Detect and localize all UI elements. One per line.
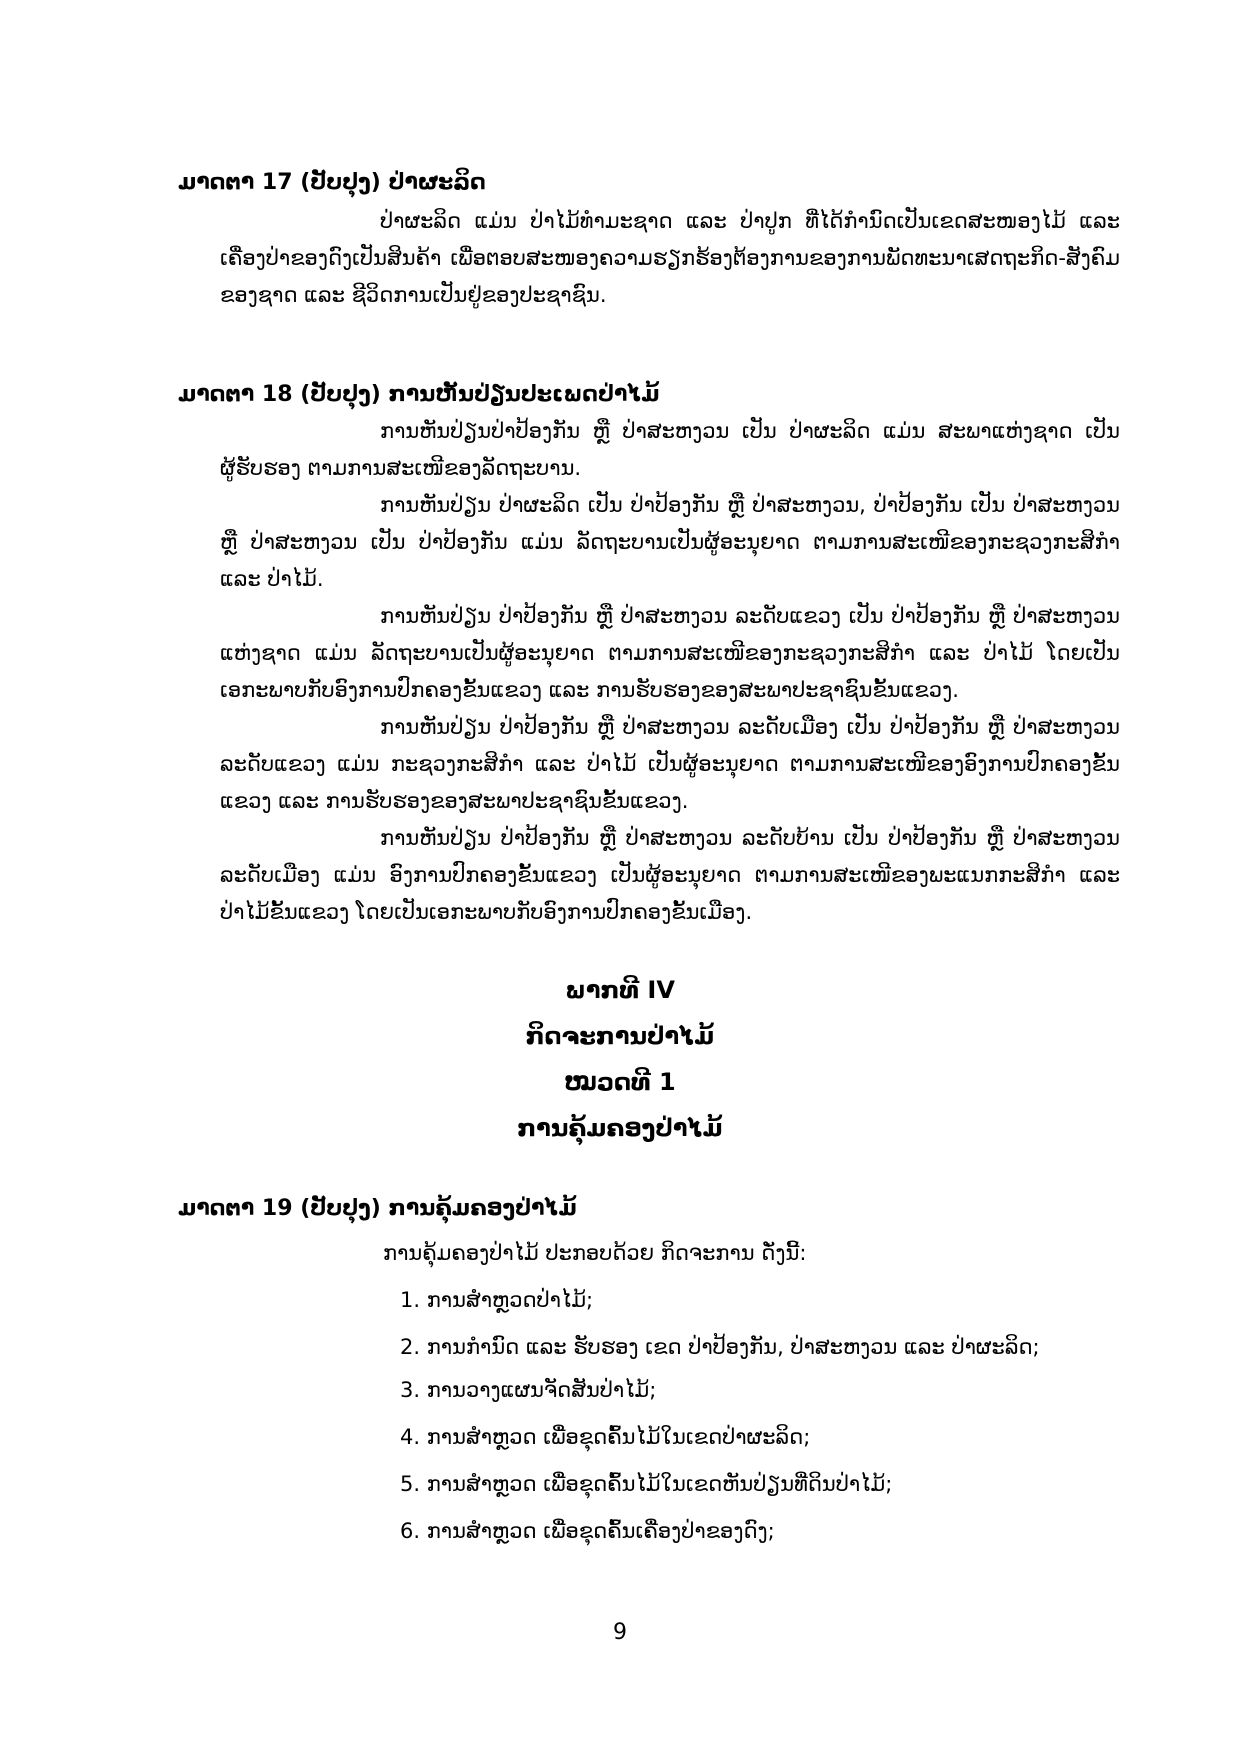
part-subtitle: ກິດຈະການປ່າໄມ້ bbox=[525, 1022, 715, 1050]
list-item: 6. ການສຳຫຼວດ ເພື່ອຂຸດຄົ້ນເຄື່ອງປ່າຂອງດົງ; bbox=[400, 1519, 775, 1543]
article-17-heading: ມາດຕາ 17 (ປັບປຸງ) ປ່າຜະລິດ bbox=[178, 170, 486, 195]
list-item: 3. ການວາງແຜນຈັດສັນປ່າໄມ້; bbox=[400, 1378, 657, 1402]
list-item: 5. ການສຳຫຼວດ ເພື່ອຂຸດຄົ້ນໄມ້ໃນເຂດຫັນປ່ຽນທີ່ດິນປ່າໄມ້; bbox=[400, 1472, 893, 1496]
list-item: 4. ການສຳຫຼວດ ເພື່ອຂຸດຄົ້ນໄມ້ໃນເຂດປ່າຜະລິດ; bbox=[400, 1425, 811, 1449]
chapter-number: ໝວດທີ 1 bbox=[564, 1068, 676, 1096]
article-18-paragraph-3: ການຫັນປ່ຽນ ປ່າປ້ອງກັນ ຫຼື ປ່າສະຫງວນ ລະດັບແຂວງ ເປັນ ປ່າປ້ອງກັນ ຫຼື ປ່າສະຫງວນແຫ່ງຊາດ ແມ່ນ ລັດຖະບານເປັນຜູ້ອະນຸຍາດ ຕາມການສະເໜີຂອງກະຊວງກະສິກຳ ແລະ ປ່າໄມ້ ໂດຍເປັນເອກະພາບກັບອົງການປົກຄອງຂັ້ນແຂວງ ແລະ ການຮັບຮອງຂອງສະພາປະຊາຊົນຂັ້ນແຂວງ. bbox=[220, 604, 1120, 702]
article-17-paragraph-1: ປ່າຜະລິດ ແມ່ນ ປ່າໄມ້ທຳມະຊາດ ແລະ ປ່າປູກ ທີ່ໄດ້ກຳນົດເປັນເຂດສະໜອງໄມ້ ແລະ ເຄື່ອງປ່າຂອງດົງເປັນສິນຄ້າ ເພື່ອຕອບສະໜອງຄວາມຮຽກຮ້ອງຕ້ອງການຂອງການພັດທະນາເສດຖະກິດ-ສັງຄົມຂອງຊາດ ແລະ ຊີວິດການເປັນຢູ່ຂອງປະຊາຊົນ. bbox=[220, 209, 1120, 307]
article-19-heading: ມາດຕາ 19 (ປັບປຸງ) ການຄຸ້ມຄອງປ່າໄມ້ bbox=[178, 1196, 577, 1221]
article-18-heading: ມາດຕາ 18 (ປັບປຸງ) ການຫັນປ່ຽນປະເພດປ່າໄມ້ bbox=[178, 382, 660, 407]
article-18-paragraph-5: ການຫັນປ່ຽນ ປ່າປ້ອງກັນ ຫຼື ປ່າສະຫງວນ ລະດັບບ້ານ ເປັນ ປ່າປ້ອງກັນ ຫຼື ປ່າສະຫງວນລະດັບເມືອງ ແມ່ນ ອົງການປົກຄອງຂັ້ນແຂວງ ເປັນຜູ້ອະນຸຍາດ ຕາມການສະເໜີຂອງພະແນກກະສິກຳ ແລະ ປ່າໄມ້ຂັ້ນແຂວງ ໂດຍເປັນເອກະພາບກັບອົງການປົກຄອງຂັ້ນເມືອງ. bbox=[220, 826, 1120, 924]
chapter-title: ການຄຸ້ມຄອງປ່າໄມ້ bbox=[517, 1114, 723, 1142]
article-19-intro: ການຄຸ້ມຄອງປ່າໄມ້ ປະກອບດ້ວຍ ກິດຈະການ ດັ່ງນີ້: bbox=[383, 1241, 807, 1265]
article-18-paragraph-4: ການຫັນປ່ຽນ ປ່າປ້ອງກັນ ຫຼື ປ່າສະຫງວນ ລະດັບເມືອງ ເປັນ ປ່າປ້ອງກັນ ຫຼື ປ່າສະຫງວນລະດັບແຂວງ ແມ່ນ ກະຊວງກະສິກຳ ແລະ ປ່າໄມ້ ເປັນຜູ້ອະນຸຍາດ ຕາມການສະເໜີຂອງອົງການປົກຄອງຂັ້ນແຂວງ ແລະ ການຮັບຮອງຂອງສະພາປະຊາຊົນຂັ້ນແຂວງ. bbox=[220, 715, 1120, 813]
page-number: 9 bbox=[613, 1620, 627, 1645]
article-18-paragraph-2: ການຫັນປ່ຽນ ປ່າຜະລິດ ເປັນ ປ່າປ້ອງກັນ ຫຼື ປ່າສະຫງວນ, ປ່າປ້ອງກັນ ເປັນ ປ່າສະຫງວນ ຫຼື ປ່າສະຫງວນ ເປັນ ປ່າປ້ອງກັນ ແມ່ນ ລັດຖະບານເປັນຜູ້ອະນຸຍາດ ຕາມການສະເໜີຂອງກະຊວງກະສິກຳ ແລະ ປ່າໄມ້. bbox=[220, 493, 1120, 591]
article-18-paragraph-1: ການຫັນປ່ຽນປ່າປ້ອງກັນ ຫຼື ປ່າສະຫງວນ ເປັນ ປ່າຜະລິດ ແມ່ນ ສະພາແຫ່ງຊາດ ເປັນຜູ້ຮັບຮອງ ຕາມການສະເໜີຂອງລັດຖະບານ. bbox=[220, 419, 1120, 480]
part-title: ພາກທີ IV bbox=[565, 976, 675, 1004]
list-item: 1. ການສຳຫຼວດປ່າໄມ້; bbox=[400, 1288, 594, 1312]
list-item: 2. ການກຳນົດ ແລະ ຮັບຮອງ ເຂດ ປ່າປ້ອງກັນ, ປ່າສະຫງວນ ແລະ ປ່າຜະລິດ; bbox=[400, 1335, 1040, 1359]
